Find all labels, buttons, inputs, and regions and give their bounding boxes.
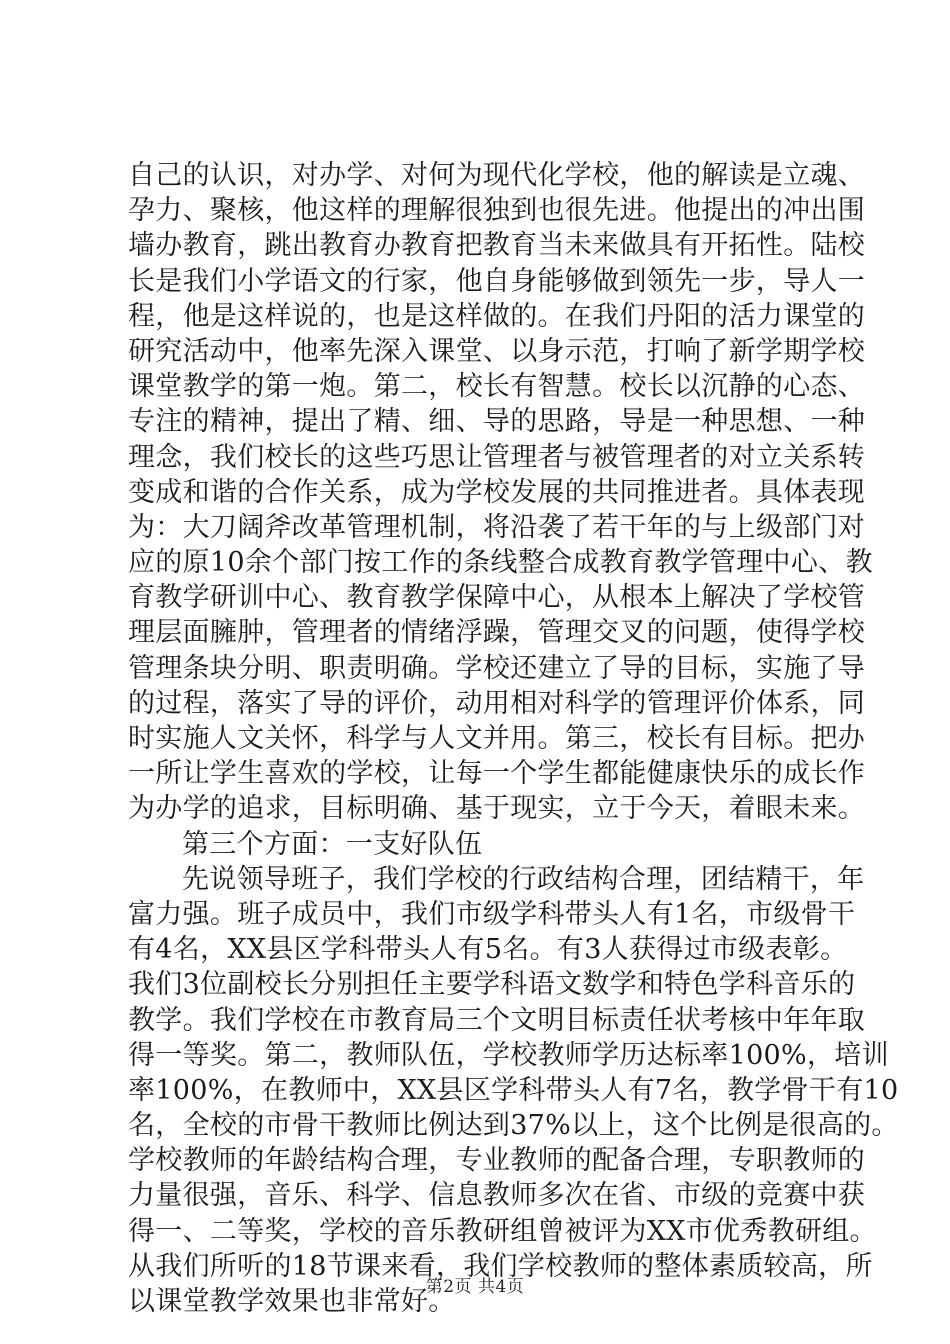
- text-line: 教学。我们学校在市教育局三个文明目标责任状考核中年年取: [128, 1004, 866, 1036]
- text-line: 有4名，XX县区学科带头人有5名。有3人获得过市级表彰。: [128, 934, 848, 966]
- text-line: 得一、二等奖，学校的音乐教研组曾被评为XX市优秀教研组。: [128, 1215, 877, 1247]
- page-number: 第2页 共4页: [425, 1277, 525, 1297]
- text-line: 我们3位副校长分别担任主要学科语文数学和特色学科音乐的: [128, 969, 856, 1001]
- text-line: 一所让学生喜欢的学校，让每一个学生都能健康快乐的成长作: [128, 758, 866, 790]
- text-line: 为：大刀阔斧改革管理机制，将沿袭了若干年的与上级部门对: [128, 511, 866, 543]
- text-line: 富力强。班子成员中，我们市级学科带头人有1名，市级骨干: [128, 898, 856, 930]
- text-line: 课堂教学的第一炮。第二，校长有智慧。校长以沉静的心态、: [128, 371, 866, 403]
- text-line: 应的原10余个部门按工作的条线整合成教育教学管理中心、教: [128, 547, 873, 579]
- text-line: 育教学研训中心、教育教学保障中心，从根本上解决了学校管: [128, 582, 866, 614]
- text-line: 程，他是这样说的，也是这样做的。在我们丹阳的活力课堂的: [128, 300, 866, 332]
- text-line: 自己的认识，对办学、对何为现代化学校，他的解读是立魂、: [128, 160, 866, 191]
- text-line: 为办学的追求，目标明确、基于现实，立于今天，着眼未来。: [128, 793, 866, 825]
- text-line: 孕力、聚核，他这样的理解很独到也很先进。他提出的冲出围: [128, 195, 866, 227]
- text-line: 理层面臃肿，管理者的情绪浮躁，管理交叉的问题，使得学校: [128, 617, 866, 649]
- text-line: 以课堂教学效果也非常好。: [128, 1286, 456, 1317]
- text-line: 名，全校的市骨干教师比例达到37%以上，这个比例是很高的。: [128, 1110, 899, 1142]
- body-text: [128, 158, 899, 1319]
- text-line: 研究活动中，他率先深入课堂、以身示范，打响了新学期学校: [128, 335, 866, 367]
- text-line: 管理条块分明、职责明确。学校还建立了导的目标，实施了导: [128, 652, 866, 684]
- text-line: 学校教师的年龄结构合理，专业教师的配备合理，专职教师的: [128, 1145, 866, 1177]
- text-line: 墙办教育，跳出教育办教育把教育当未来做具有开拓性。陆校: [128, 230, 866, 262]
- text-line: 的过程，落实了导的评价，动用相对科学的管理评价体系，同: [128, 687, 866, 719]
- text-line: 从我们所听的18节课来看，我们学校教师的整体素质较高，所: [128, 1250, 873, 1282]
- text-line: 专注的精神，提出了精、细、导的思路，导是一种思想、一种: [128, 406, 866, 438]
- section-heading: 第三个方面：一支好队伍: [182, 828, 483, 860]
- text-line: 时实施人文关怀，科学与人文并用。第三，校长有目标。把办: [128, 723, 866, 754]
- text-line: 先说领导班子，我们学校的行政结构合理，团结精干，年: [182, 863, 865, 895]
- text-line: 率100%，在教师中，XX县区学科带头人有7名，教学骨干有10: [128, 1074, 899, 1106]
- text-line: 理念，我们校长的这些巧思让管理者与被管理者的对立关系转: [128, 441, 866, 473]
- text-line: 力量很强，音乐、科学、信息教师多次在省、市级的竞赛中获: [128, 1180, 866, 1212]
- text-line: 长是我们小学语文的行家，他自身能够做到领先一步，导人一: [128, 265, 866, 297]
- page-footer: [0, 1272, 950, 1297]
- text-line: 得一等奖。第二，教师队伍，学校教师学历达标率100%，培训: [128, 1039, 889, 1071]
- text-line: 变成和谐的合作关系，成为学校发展的共同推进者。具体表现: [128, 476, 866, 508]
